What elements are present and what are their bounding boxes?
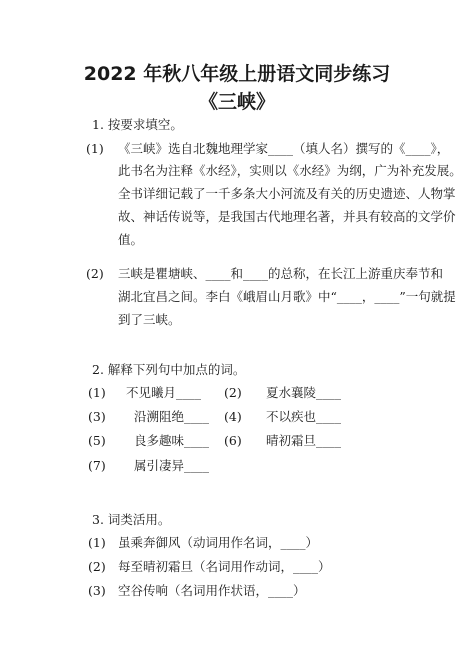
q1-1-line-5: 值。 bbox=[118, 232, 144, 247]
q2-4-number: (4) bbox=[224, 409, 242, 424]
q1-2-line-2: 湖北宜昌之间。李白《峨眉山月歌》中“____，____”一句就提 bbox=[118, 289, 456, 304]
q1-1-line-2: 此书名为注释《水经》，实则以《水经》为纲，广为补充发展。 bbox=[118, 163, 462, 178]
q3-3-text: 空谷传响（名词用作状语，____） bbox=[118, 583, 306, 598]
q2-1-number: (1) bbox=[88, 385, 106, 400]
q1-1-number: (1) bbox=[86, 141, 104, 156]
page-subtitle: 《三峡》 bbox=[198, 91, 275, 113]
q1-2-line-1: 三峡是瞿塘峡、____和____的总称，在长江上游重庆奉节和 bbox=[118, 266, 444, 281]
q1-1-line-1: 《三峡》选自北魏地理学家____（填人名）撰写的《____》， bbox=[118, 141, 450, 156]
q2-5-number: (5) bbox=[88, 433, 106, 448]
q2-7-text: 属引凄异____ bbox=[134, 458, 210, 473]
q2-5-text: 良多趣味____ bbox=[134, 433, 210, 448]
q3-2-number: (2) bbox=[88, 559, 106, 574]
q2-7-number: (7) bbox=[88, 458, 106, 473]
q2-3-text: 沿溯阻绝____ bbox=[134, 409, 210, 424]
page-title: 2022 年秋八年级上册语文同步练习 bbox=[83, 63, 391, 85]
q2-4-text: 不以疾也____ bbox=[266, 409, 342, 424]
q3-1-number: (1) bbox=[88, 535, 106, 550]
q2-6-text: 晴初霜旦____ bbox=[266, 433, 342, 448]
q3-3-number: (3) bbox=[88, 583, 106, 598]
section-1-heading: 1. 按要求填空。 bbox=[92, 117, 183, 132]
q2-2-text: 夏水襄陵____ bbox=[266, 385, 342, 400]
q1-1-line-3: 全书详细记载了一千多条大小河流及有关的历史遗迹、人物掌 bbox=[118, 186, 456, 201]
q2-2-number: (2) bbox=[224, 385, 242, 400]
section-3-heading: 3. 词类活用。 bbox=[92, 512, 171, 527]
q2-6-number: (6) bbox=[224, 433, 242, 448]
q3-2-text: 每至晴初霜旦（名词用作动词，____） bbox=[118, 559, 331, 574]
q1-2-number: (2) bbox=[86, 266, 104, 281]
q1-1-line-4: 故、神话传说等，是我国古代地理名著，并具有较高的文学价 bbox=[118, 209, 456, 224]
q2-3-number: (3) bbox=[88, 409, 106, 424]
q1-2-line-3: 到了三峡。 bbox=[118, 312, 181, 327]
q3-1-text: 虽乘奔御风（动词用作名词，____） bbox=[118, 535, 319, 550]
q2-1-text: 不见曦月____ bbox=[126, 385, 202, 400]
section-2-heading: 2. 解释下列句中加点的词。 bbox=[92, 362, 246, 377]
